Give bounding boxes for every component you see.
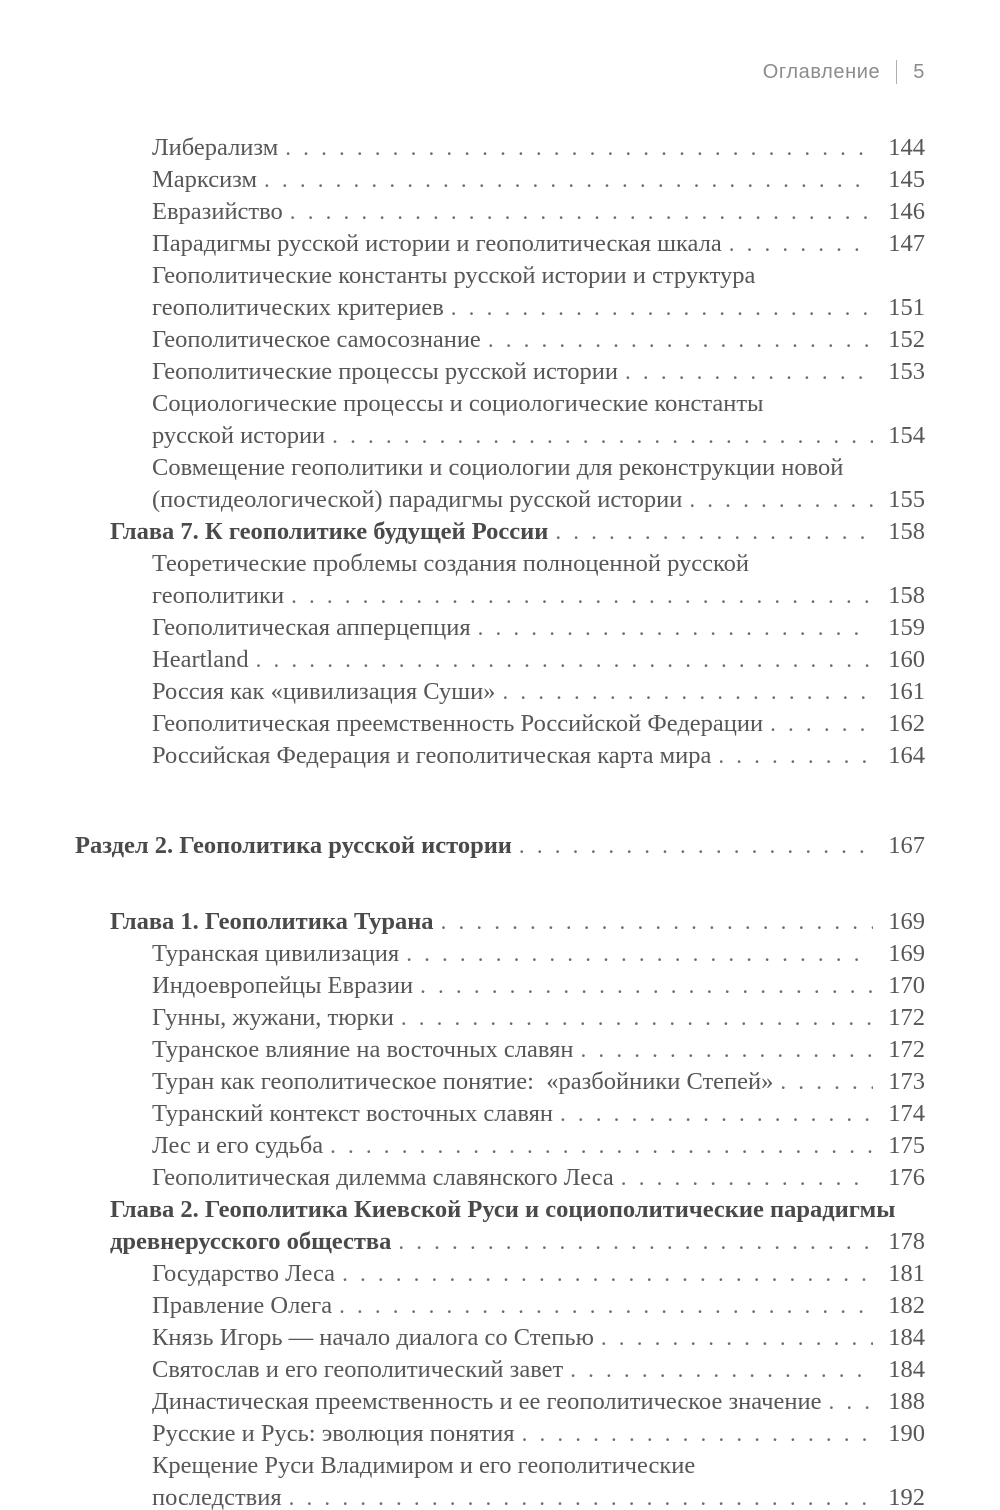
toc-entry-line [152, 164, 925, 196]
running-head [763, 60, 925, 84]
toc-entry-line [152, 612, 925, 644]
dot-leader [718, 740, 873, 772]
dot-leader [330, 1130, 873, 1162]
toc-entry-page-number: 190 [888, 1420, 925, 1447]
toc-entry-line [152, 356, 925, 388]
running-head-page-number: 5 [913, 60, 925, 83]
dot-leader [522, 1418, 873, 1450]
toc-entry-title: Парадигмы русской истории и геополитическая шкала [152, 230, 722, 257]
toc-entry-page-number: 164 [888, 742, 925, 769]
toc-entry-line [152, 196, 925, 228]
toc-entry-line [152, 1482, 925, 1510]
toc-entry-title: Совмещение геополитики и социологии для реконструкции новой [152, 454, 844, 481]
toc-entry-item[interactable] [152, 1322, 925, 1354]
dot-leader [625, 356, 873, 388]
toc-entry-line-wrapped [152, 452, 925, 484]
toc-entry-title: Династическая преемственность и ее геополитическое значение [152, 1388, 822, 1415]
dot-leader [285, 132, 873, 164]
toc-entry-line [152, 484, 925, 516]
toc-entry-line [152, 1066, 925, 1098]
toc-entry-item[interactable] [152, 1290, 925, 1322]
toc-entry-page-number: 158 [888, 582, 925, 609]
toc-entry-line [152, 644, 925, 676]
toc-entry-title: (постидеологической) парадигмы русской истории [152, 486, 683, 513]
toc-entry-title: Российская Федерация и геополитическая карта мира [152, 742, 712, 769]
dot-leader [780, 1066, 873, 1098]
toc-entry-item[interactable] [152, 1034, 925, 1066]
dot-leader [560, 1098, 873, 1130]
toc-entry-item[interactable] [152, 1354, 925, 1386]
toc-entry-page-number: 161 [888, 678, 925, 705]
toc-entry-title: Лес и его судьба [152, 1132, 324, 1159]
toc-entry-line [152, 420, 925, 452]
dot-leader [401, 1002, 873, 1034]
toc-entry-title: Туранское влияние на восточных славян [152, 1036, 574, 1063]
toc-entry-page-number: 158 [888, 518, 925, 545]
toc-entry-item[interactable] [152, 1386, 925, 1418]
dot-leader [289, 1482, 873, 1510]
toc-entry-title: Геополитическое самосознание [152, 326, 481, 353]
toc-entry-line-wrapped [152, 388, 925, 420]
toc-entry-title: Россия как «цивилизация Суши» [152, 678, 496, 705]
toc-entry-line-wrapped [152, 1450, 925, 1482]
toc-entry-line [152, 228, 925, 260]
dot-leader [339, 1290, 873, 1322]
dot-leader [441, 906, 873, 938]
toc-entry-chapter[interactable] [110, 906, 925, 938]
toc-entry-chapter[interactable] [110, 1194, 925, 1258]
toc-entry-page-number: 172 [888, 1036, 925, 1063]
toc-entry-line [152, 1354, 925, 1386]
toc-entry-item[interactable] [152, 1418, 925, 1450]
toc-entry-page-number: 172 [888, 1004, 925, 1031]
toc-entry-title: Государство Леса [152, 1260, 336, 1287]
toc-entry-page-number: 184 [888, 1324, 925, 1351]
toc-entry-title: Правление Олега [152, 1292, 333, 1319]
toc-entry-title: Туран как геополитическое понятие: «разбойники Степей» [152, 1068, 774, 1095]
toc-entry-page-number: 173 [888, 1068, 925, 1095]
toc-entry-item[interactable] [152, 612, 925, 644]
dot-leader [621, 1162, 873, 1194]
dot-leader [488, 324, 873, 356]
toc-entry-item[interactable] [152, 1450, 925, 1510]
toc-entry-page-number: 145 [888, 166, 925, 193]
toc-entry-line [152, 1162, 925, 1194]
toc-entry-title: Теоретические проблемы создания полноценной русской [152, 550, 750, 577]
toc-entry-item[interactable] [152, 1130, 925, 1162]
toc-entry-line [152, 1098, 925, 1130]
toc-entry-line-wrapped [110, 1194, 925, 1226]
toc-entry-title: Геополитическая дилемма славянского Леса [152, 1164, 614, 1191]
dot-leader [256, 644, 873, 676]
toc-entry-item[interactable] [152, 324, 925, 356]
toc-entry-line [152, 676, 925, 708]
toc-entry-title: Евразийство [152, 198, 283, 225]
dot-leader [342, 1258, 873, 1290]
toc-entry-page-number: 160 [888, 646, 925, 673]
toc-entry-line [152, 1418, 925, 1450]
dot-leader [581, 1034, 873, 1066]
toc-entry-item[interactable] [152, 676, 925, 708]
toc-entry-page-number: 174 [888, 1100, 925, 1127]
toc-entry-chapter[interactable] [110, 516, 925, 548]
toc-entry-title: Князь Игорь — начало диалога со Степью [152, 1324, 594, 1351]
toc-entry-title: последствия [152, 1484, 282, 1510]
toc-entry-title: Либерализм [152, 134, 279, 161]
toc-entry-section[interactable] [75, 830, 925, 862]
toc-entry-page-number: 155 [888, 486, 925, 513]
toc-entry-item[interactable] [152, 548, 925, 612]
toc-entry-title: Глава 1. Геополитика Турана [110, 908, 434, 935]
dot-leader [291, 580, 873, 612]
dot-leader [478, 612, 873, 644]
toc-entry-title: геополитики [152, 582, 285, 609]
toc-entry-item[interactable] [152, 1258, 925, 1290]
toc-entry-title: Социологические процессы и социологические константы [152, 390, 764, 417]
dot-leader [729, 228, 873, 260]
dot-leader [451, 292, 873, 324]
toc-entry-title: Марксизм [152, 166, 258, 193]
toc-entry-item[interactable] [152, 1162, 925, 1194]
dot-leader [502, 676, 873, 708]
vertical-spacer [75, 862, 925, 906]
toc-entry-item[interactable] [152, 708, 925, 740]
toc-entry-title: Раздел 2. Геополитика русской истории [75, 832, 512, 859]
toc-entry-page-number: 162 [888, 710, 925, 737]
toc-entry-line [110, 906, 925, 938]
toc-entry-title: геополитических критериев [152, 294, 444, 321]
running-head-separator [896, 60, 897, 84]
toc-entry-line [152, 1386, 925, 1418]
toc-entry-item[interactable] [152, 970, 925, 1002]
toc-entry-line-wrapped [152, 260, 925, 292]
toc-entry-line [110, 516, 925, 548]
vertical-spacer [75, 772, 925, 830]
toc-entry-title: Геополитические процессы русской истории [152, 358, 619, 385]
dot-leader [406, 938, 873, 970]
toc-entry-item[interactable] [152, 164, 925, 196]
toc-entry-line [152, 1002, 925, 1034]
toc-entry-page-number: 169 [888, 940, 925, 967]
toc-entry-title: Туранская цивилизация [152, 940, 400, 967]
toc-entry-page-number: 151 [888, 294, 925, 321]
toc-entry-page-number: 181 [888, 1260, 925, 1287]
table-of-contents [75, 132, 925, 1510]
toc-entry-line [152, 292, 925, 324]
toc-entry-page-number: 184 [888, 1356, 925, 1383]
toc-entry-line [152, 1130, 925, 1162]
toc-entry-item[interactable] [152, 132, 925, 164]
toc-entry-page-number: 188 [888, 1388, 925, 1415]
toc-entry-title: Индоевропейцы Евразии [152, 972, 414, 999]
dot-leader [770, 708, 873, 740]
toc-entry-title: Геополитическая преемственность Российской Федерации [152, 710, 764, 737]
toc-entry-page-number: 182 [888, 1292, 925, 1319]
toc-entry-item[interactable] [152, 644, 925, 676]
dot-leader [555, 516, 873, 548]
dot-leader [420, 970, 873, 1002]
toc-entry-page-number: 159 [888, 614, 925, 641]
toc-entry-page-number: 167 [888, 832, 925, 859]
toc-entry-page-number: 152 [888, 326, 925, 353]
dot-leader [519, 830, 873, 862]
toc-entry-page-number: 153 [888, 358, 925, 385]
toc-entry-title: Крещение Руси Владимиром и его геополитические [152, 1452, 696, 1479]
toc-entry-item[interactable] [152, 356, 925, 388]
toc-entry-line [152, 938, 925, 970]
toc-entry-title: древнерусского общества [110, 1228, 392, 1255]
toc-entry-item[interactable] [152, 388, 925, 452]
toc-entry-item[interactable] [152, 452, 925, 516]
toc-entry-line [152, 740, 925, 772]
running-head-title: Оглавление [762, 60, 881, 83]
toc-entry-line [152, 708, 925, 740]
toc-entry-title: Геополитическая апперцепция [152, 614, 471, 641]
toc-entry-line [152, 970, 925, 1002]
dot-leader [264, 164, 873, 196]
toc-entry-page-number: 154 [888, 422, 925, 449]
toc-entry-page-number: 192 [888, 1484, 925, 1510]
toc-entry-page-number: 144 [888, 134, 925, 161]
dot-leader [398, 1226, 873, 1258]
toc-entry-line [152, 1034, 925, 1066]
toc-entry-item[interactable] [152, 228, 925, 260]
toc-entry-line [152, 324, 925, 356]
toc-entry-line [152, 1322, 925, 1354]
toc-entry-page-number: 146 [888, 198, 925, 225]
toc-entry-title: Туранский контекст восточных славян [152, 1100, 553, 1127]
toc-entry-title: Святослав и его геополитический завет [152, 1356, 564, 1383]
dot-leader [828, 1386, 873, 1418]
toc-entry-line [152, 1290, 925, 1322]
toc-entry-line [152, 132, 925, 164]
toc-entry-line-wrapped [152, 548, 925, 580]
dot-leader [290, 196, 873, 228]
toc-entry-page-number: 147 [888, 230, 925, 257]
toc-entry-line [152, 1258, 925, 1290]
toc-entry-item[interactable] [152, 938, 925, 970]
toc-entry-title: Геополитические константы русской истории и структура [152, 262, 756, 289]
toc-entry-item[interactable] [152, 196, 925, 228]
toc-entry-title: Русские и Русь: эволюция понятия [152, 1420, 515, 1447]
toc-entry-page-number: 169 [888, 908, 925, 935]
toc-entry-item[interactable] [152, 1002, 925, 1034]
toc-entry-line [110, 1226, 925, 1258]
toc-entry-title: Heartland [152, 646, 249, 673]
dot-leader [689, 484, 873, 516]
toc-entry-item[interactable] [152, 1066, 925, 1098]
toc-entry-line [75, 830, 925, 862]
toc-entry-title: Гунны, жужани, тюрки [152, 1004, 394, 1031]
toc-entry-page-number: 176 [888, 1164, 925, 1191]
toc-entry-page-number: 170 [888, 972, 925, 999]
dot-leader [332, 420, 873, 452]
toc-entry-item[interactable] [152, 1098, 925, 1130]
toc-entry-line [152, 580, 925, 612]
toc-entry-title: русской истории [152, 422, 326, 449]
dot-leader [570, 1354, 873, 1386]
toc-entry-page-number: 178 [888, 1228, 925, 1255]
toc-entry-title: Глава 2. Геополитика Киевской Руси и социополитические парадигмы [110, 1196, 896, 1223]
toc-entry-item[interactable] [152, 740, 925, 772]
toc-entry-title: Глава 7. К геополитике будущей России [110, 518, 549, 545]
toc-entry-item[interactable] [152, 260, 925, 324]
toc-entry-page-number: 175 [888, 1132, 925, 1159]
dot-leader [601, 1322, 873, 1354]
